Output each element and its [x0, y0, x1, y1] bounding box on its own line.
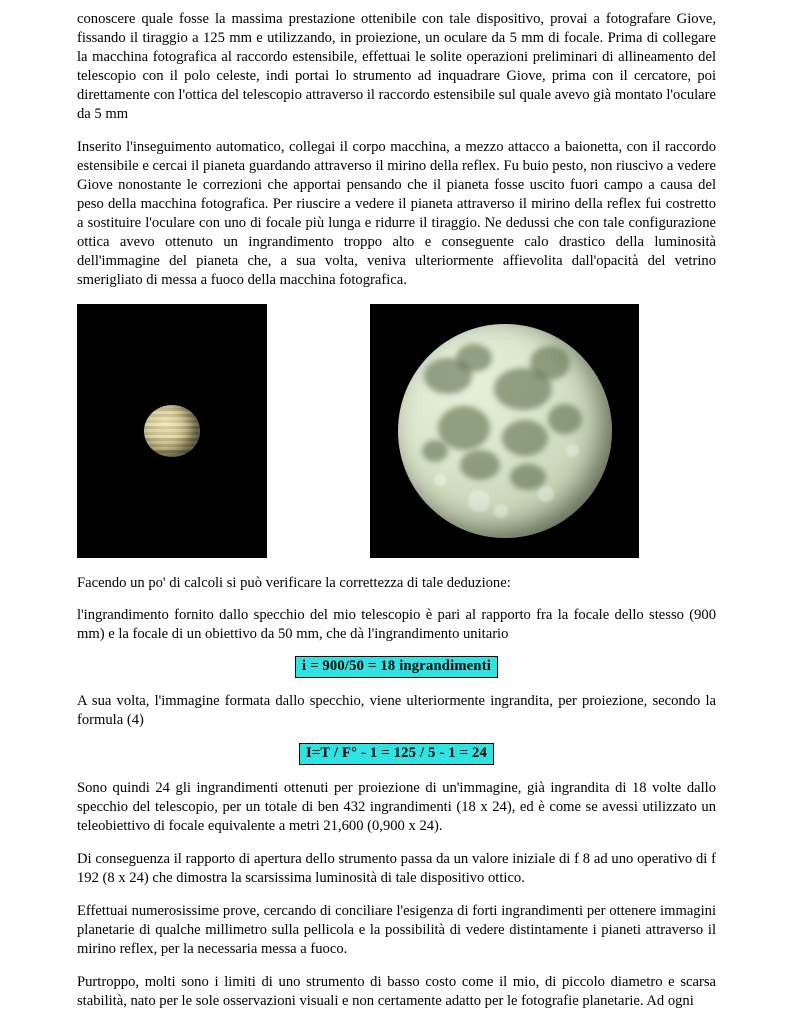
formula-2-wrapper — [77, 743, 716, 765]
moon-disc-icon — [398, 324, 612, 538]
jupiter-disc-icon — [144, 405, 200, 457]
moon-crater — [538, 486, 554, 502]
moon-mare — [502, 420, 548, 456]
paragraph-5: A sua volta, l'immagine formata dallo specchio, viene ulteriormente ingrandita, per proiezione, secondo la formula (4) — [77, 693, 716, 729]
paragraph-1: conoscere quale fosse la massima prestazione ottenibile con tale dispositivo, provai a fotografare Giove, fissando il tiraggio a 125 mm e utilizzando, in proiezione, un oculare da 5 mm di focale. Prima di collegare la macchina fotografica al raccordo estensibile, effettuai le solite operazioni preliminari di allineamento del telescopio con il polo celeste, indi portai lo strumento ad inquadrare Giove, prima con il cercatore, poi direttamente con l'ottica del telescopio attraverso il raccordo estensibile sul quale avevo già montato l'oculare da 5 mm — [77, 11, 716, 122]
paragraph-9: Purtroppo, molti sono i limiti di uno strumento di basso costo come il mio, di piccolo diametro e scarsa stabilità, nato per le sole osservazioni visuali e non certamente adatto per le fotografie planetarie. Ad ogni — [77, 974, 716, 1010]
moon-crater — [468, 490, 490, 512]
paragraph-3: Facendo un po' di calcoli si può verificare la correttezza di tale deduzione: — [77, 574, 511, 591]
moon-crater — [566, 444, 579, 457]
moon-mare — [456, 344, 492, 372]
moon-mare — [422, 440, 448, 462]
jupiter-photo — [77, 304, 267, 558]
formula-1: i = 900/50 = 18 ingrandimenti — [295, 656, 498, 678]
moon-mare — [460, 450, 500, 480]
paragraph-7: Di conseguenza il rapporto di apertura dello strumento passa da un valore iniziale di f 8 ad uno operativo di f 192 (8 x 24) che dimostra la scarsissima luminosità di tale dispositivo ottico. — [77, 851, 716, 887]
moon-mare — [548, 404, 582, 434]
paragraph-8: Effettuai numerosissime prove, cercando di conciliare l'esigenza di forti ingrandimenti per ottenere immagini planetarie di qualche millimetro sulla pellicola e la possibilità di vedere distintamente i pianeti attraverso il mirino reflex, per la necessaria messa a fuoco. — [77, 903, 716, 958]
moon-mare — [510, 464, 546, 490]
moon-mare — [530, 346, 570, 380]
moon-crater — [434, 474, 446, 486]
paragraph-6: Sono quindi 24 gli ingrandimenti ottenuti per proiezione di un'immagine, già ingrandita di 18 volte dallo specchio del telescopio, per un totale di ben 432 ingrandimenti (18 x 24), ed è come se avessi utilizzato un teleobiettivo di focale equivalente a metri 21,600 (0,900 x 24). — [77, 780, 716, 835]
paragraph-2: Inserito l'inseguimento automatico, collegai il corpo macchina, a mezzo attacco a baionetta, con il raccordo estensibile e cercai il pianeta guardando attraverso il mirino della reflex. Fu buio pesto, non riuscivo a vedere Giove nonostante le correzioni che apportai pensando che il pianeta fosse uscito fuori campo a causa del peso della macchina fotografica. Per riuscire a vedere il pianeta attraverso il mirino della reflex fui costretto a sostituire l'oculare con uno di focale più lunga e ridurre il tiraggio. Ne dedussi che con tale configurazione ottica avevo ottenuto un ingrandimento troppo alto e conseguente calo drastico della luminosità dell'immagine del pianeta che, a sua volta, veniva ulteriormente affievolita dall'opacità del vetrino smerigliato di messa a fuoco della macchina fotografica. — [77, 138, 716, 288]
figure-row — [77, 304, 716, 562]
moon-mare — [438, 406, 490, 450]
moon-photo — [370, 304, 639, 558]
formula-1-wrapper — [77, 656, 716, 678]
formula-2: I=T / F° - 1 = 125 / 5 - 1 = 24 — [299, 743, 494, 765]
moon-crater — [494, 504, 508, 518]
paragraph-4: l'ingrandimento fornito dallo specchio del mio telescopio è pari al rapporto fra la focale dello stesso (900 mm) e la focale di un obiettivo da 50 mm, che dà l'ingrandimento unitario — [77, 606, 716, 642]
